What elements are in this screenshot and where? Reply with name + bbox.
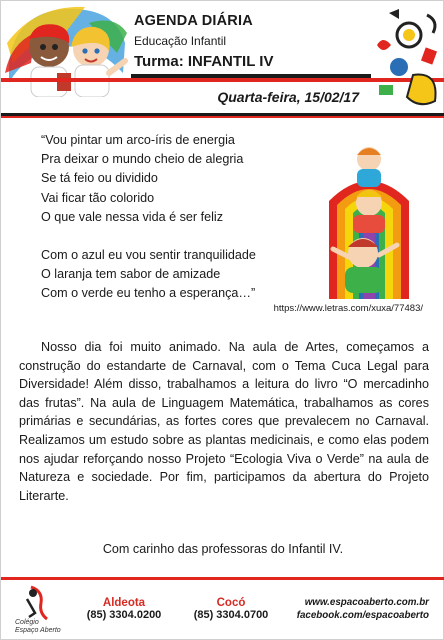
poem-line: O laranja tem sabor de amizade (41, 267, 221, 282)
header (1, 1, 444, 105)
unit-name: Cocó (216, 597, 246, 609)
education-level: Educação Infantil (134, 34, 227, 48)
header-divider-red-2 (1, 116, 444, 118)
daily-summary: Nosso dia foi muito animado. Na aula de Artes, começamos a construção do estandarte de Carnaval, com o Tema Cuca Legal para Diversidade! Além disso, trabalhamos a leitura do livro “O mercadinho das frutas”. Na aula de Linguagem Matemática, trabalhamos as cores primárias e secundárias, as fortes cores que prevalecem no Carnaval. Realizamos um estudo sobre as plantas medicinais, e como elas podem nos ajudar reforçando nosso Projeto “Ecologia Viva o Verde” na aula de Natureza e sociedade. Por fim, participamos da abertura do Projeto Literarte. (19, 340, 429, 503)
rainbow-kids-illustration (323, 141, 415, 299)
footer-divider (1, 577, 444, 580)
poem-line: Com o verde eu tenho a esperança…” (41, 286, 256, 301)
unit-aldeota (78, 597, 170, 621)
footer-links (297, 596, 429, 622)
decorative-art (369, 5, 443, 113)
class-label: Turma: INFANTIL IV (134, 53, 274, 70)
unit-name: Aldeota (102, 597, 146, 609)
poem-line: Se tá feio ou dividido (41, 171, 158, 186)
poem-line: Vai ficar tão colorido (41, 190, 155, 205)
school-logo-text: Colégio Espaço Aberto (15, 619, 61, 634)
poem-source-link[interactable]: https://www.letras.com/xuxa/77483/ (273, 303, 423, 314)
poem-line: O que vale nessa vida é ser feliz (41, 209, 224, 224)
website-link[interactable]: www.espacoaberto.com.br (304, 597, 429, 608)
poem-line: Com o azul eu vou sentir tranquilidade (41, 248, 256, 263)
unit-coco (185, 597, 277, 621)
poem (41, 131, 256, 304)
unit-phone: (85) 3304.0700 (193, 609, 269, 621)
poem-line: “Vou pintar um arco-íris de energia (41, 133, 235, 147)
kids-illustration (5, 3, 129, 97)
agenda-title: AGENDA DIÁRIA (134, 13, 253, 29)
facebook-link[interactable]: facebook.com/espacoaberto (296, 610, 429, 621)
agenda-date: Quarta-feira, 15/02/17 (217, 89, 359, 105)
closing-signature: Com carinho das professoras do Infantil IV. (102, 542, 344, 556)
poem-line: Pra deixar o mundo cheio de alegria (41, 152, 244, 167)
unit-phone: (85) 3304.0200 (86, 609, 162, 621)
